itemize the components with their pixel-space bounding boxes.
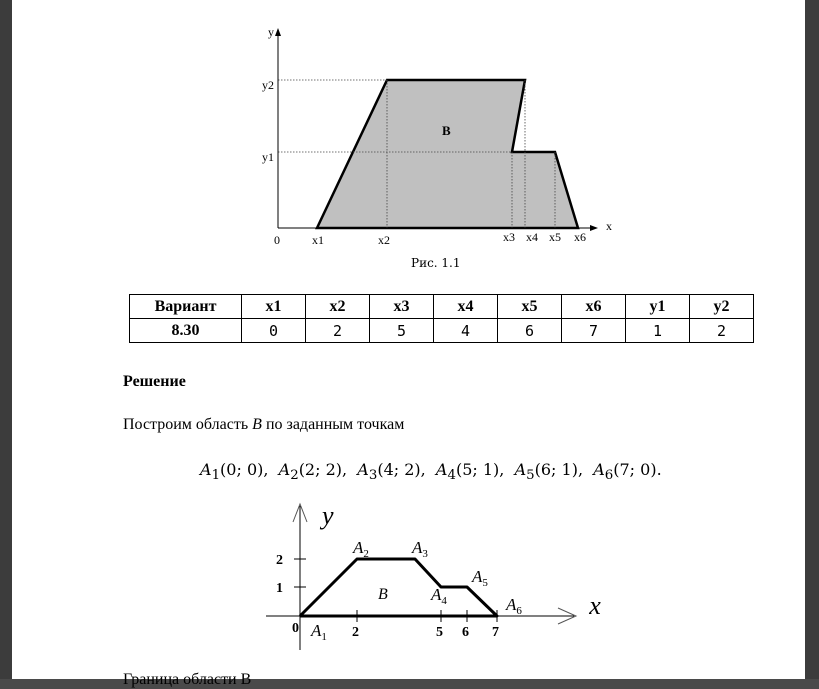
point-sub: 1 — [211, 468, 221, 484]
point-sub: 2 — [290, 468, 299, 484]
region-label: B — [378, 586, 388, 603]
point-sub: 5 — [526, 468, 535, 484]
table-header-cell: Вариант — [130, 295, 242, 319]
table-row — [130, 319, 754, 343]
table-cell: 6 — [498, 319, 562, 343]
point-label: A — [593, 460, 605, 479]
cut-off-text: Граница области B — [123, 671, 252, 688]
figure-caption: Рис. 1.1 — [411, 256, 461, 270]
point-coords: (4; 2) — [377, 460, 421, 479]
paragraph-rest: по заданным точкам — [265, 416, 405, 433]
point-label-a5: A — [472, 567, 483, 586]
point-labels — [310, 538, 522, 643]
point-label: A — [200, 460, 212, 479]
points-formula: $A_1(0$; 0), $A_2(2$; 2), $A_3(4$; 2), $A_4(5$; 1), $A_5(6$; 1), $A_6(7$; 0). — [200, 460, 662, 484]
table-header-cell: y1 — [626, 295, 690, 319]
x-axis-label: x — [589, 591, 601, 620]
x-tick-x1: x1 — [312, 233, 324, 247]
table-cell: 2 — [306, 319, 370, 343]
table-header-cell: x3 — [370, 295, 434, 319]
table-header-cell: y2 — [690, 295, 754, 319]
point-label-a2: A — [353, 538, 364, 557]
y-axis-label: y — [322, 501, 334, 530]
formula-end: . — [656, 460, 662, 479]
origin-label: 0 — [274, 233, 280, 247]
table-cell: 7 — [562, 319, 626, 343]
region-b-fill — [317, 80, 578, 228]
variant-table — [129, 294, 754, 343]
solution-paragraph — [123, 416, 404, 434]
x-tick-x4: x4 — [526, 230, 538, 244]
origin-label: 0 — [292, 621, 299, 636]
point-sub: 3 — [368, 468, 378, 484]
svg-text:A4: $A_4$ — [431, 585, 447, 607]
point-coords: (2; 2) — [298, 460, 343, 479]
point-coords: (7; 0) — [613, 460, 657, 479]
y-axis-label: y — [268, 25, 274, 39]
viewer-left-edge — [0, 0, 12, 679]
svg-text:A6: $A_6$ — [506, 595, 522, 617]
table-header-row — [130, 295, 754, 319]
region-b-boundary — [300, 559, 497, 616]
point-label-a4: A — [431, 585, 442, 604]
point-sub: 6 — [604, 468, 614, 484]
svg-text:A2: $A_2$ — [353, 538, 369, 560]
point-label: A — [278, 460, 291, 479]
table-header-cell: x2 — [306, 295, 370, 319]
table-cell: 4 — [434, 319, 498, 343]
x-tick-6: 6 — [462, 625, 469, 640]
x-axis-arrow — [590, 225, 598, 231]
point-coords: (6; 1) — [534, 460, 578, 479]
table-header-cell: x6 — [562, 295, 626, 319]
point-label: A — [357, 460, 369, 479]
point-coords: (5; 1) — [455, 460, 500, 479]
svg-text:A5: $A_5$ — [472, 567, 488, 589]
figure-2 — [252, 500, 612, 660]
x-tick-7: 7 — [492, 625, 499, 640]
svg-text:A1: $A_1$ — [311, 621, 327, 643]
table-header-cell: x5 — [498, 295, 562, 319]
y-tick-2: 2 — [276, 553, 283, 568]
table-cell: 0 — [242, 319, 306, 343]
point-label-a1: A — [311, 621, 322, 640]
y-tick-y2: y2 — [262, 78, 274, 92]
table-cell: 5 — [370, 319, 434, 343]
x-tick-x3: x3 — [503, 230, 515, 244]
y-tick-1: 1 — [276, 581, 283, 596]
region-label: B — [442, 123, 451, 138]
point-label-a6: A — [506, 595, 517, 614]
table-header-cell: x4 — [434, 295, 498, 319]
point-label-a3: A — [412, 538, 423, 557]
point-coords: (0; 0) — [220, 460, 264, 479]
document-page — [12, 0, 805, 688]
table-cell: 2 — [690, 319, 754, 343]
x-tick-x6: x6 — [574, 230, 586, 244]
solution-heading: Решение — [123, 373, 186, 390]
table-cell-variant: 8.30 — [130, 319, 242, 343]
point-sub: 4 — [447, 468, 456, 484]
viewer-right-edge — [805, 0, 819, 679]
x-tick-5: 5 — [436, 625, 443, 640]
svg-text:A3: $A_3$ — [412, 538, 428, 560]
table-header-cell: x1 — [242, 295, 306, 319]
x-tick-x5: x5 — [549, 230, 561, 244]
x-axis-label: x — [606, 219, 612, 233]
paragraph-var: B — [252, 416, 262, 433]
paragraph-text: Построим область — [123, 416, 249, 433]
x-tick-2: 2 — [352, 625, 359, 640]
x-tick-x2: x2 — [378, 233, 390, 247]
y-axis-arrow — [275, 28, 281, 36]
point-label: A — [514, 460, 527, 479]
point-label: A — [435, 460, 448, 479]
figure-1-1 — [12, 0, 805, 255]
table-cell: 1 — [626, 319, 690, 343]
y-tick-y1: y1 — [262, 150, 274, 164]
